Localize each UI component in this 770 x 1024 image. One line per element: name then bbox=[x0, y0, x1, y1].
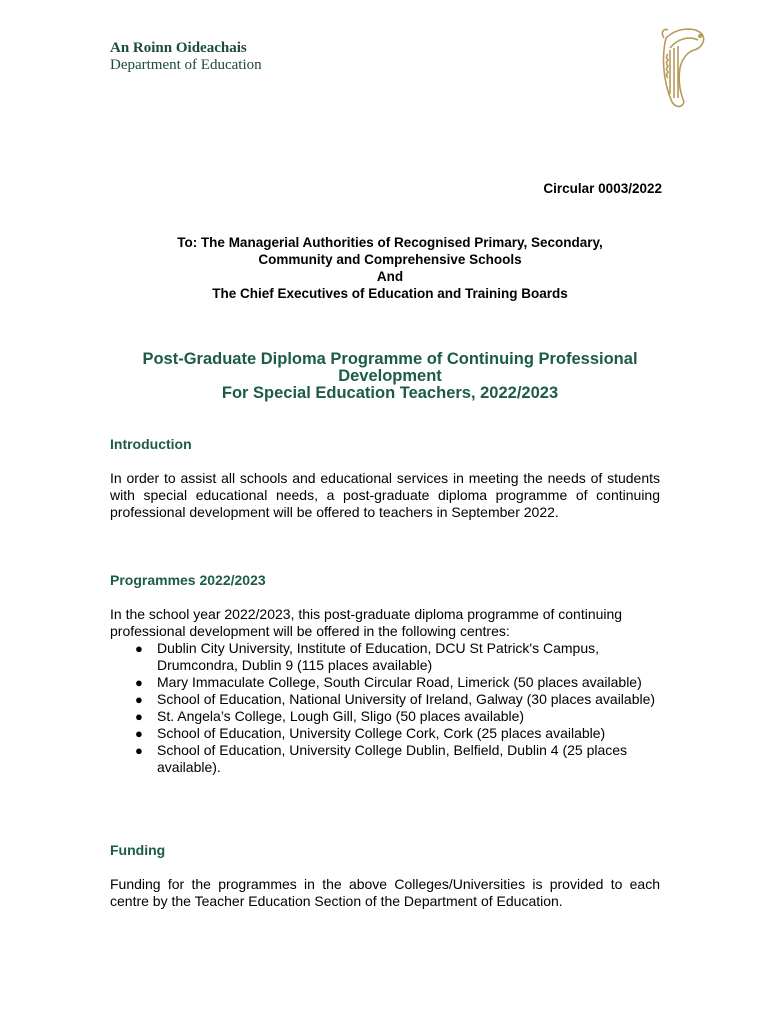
centre-text: School of Education, University College Dublin, Belfield, Dublin 4 (25 places available). bbox=[157, 742, 628, 775]
centre-text: Mary Immaculate College, South Circular Road, Limerick (50 places available) bbox=[157, 674, 642, 690]
department-logo-text bbox=[110, 40, 262, 74]
funding-heading: Funding bbox=[110, 842, 166, 858]
list-item bbox=[135, 674, 670, 691]
addressee-line: And bbox=[376, 269, 404, 284]
introduction-text: In order to assist all schools and educational services in meeting the needs of students with special educational needs, a post-graduate diploma programme of continuing professional development will be offered to teachers in September 2022. bbox=[110, 470, 660, 520]
harp-emblem-icon bbox=[656, 24, 708, 110]
centre-text: School of Education, University College Cork, Cork (25 places available) bbox=[157, 725, 606, 741]
circular-number: Circular 0003/2022 bbox=[543, 181, 662, 196]
list-item bbox=[135, 691, 670, 708]
addressee-line: To: The Managerial Authorities of Recognised Primary, Secondary, bbox=[177, 235, 603, 250]
introduction-heading: Introduction bbox=[110, 436, 192, 452]
title-line: For Special Education Teachers, 2022/2023 bbox=[221, 384, 559, 402]
centre-text: Dublin City University, Institute of Education, DCU St Patrick's Campus, Drumcondra, Dublin 9 (115 places available) bbox=[157, 640, 600, 673]
bullet-icon: ● bbox=[135, 726, 143, 741]
bullet-icon: ● bbox=[135, 675, 143, 690]
funding-text: Funding for the programmes in the above Colleges/Universities is provided to each centre by the Teacher Education Section of the Department of Education. bbox=[110, 876, 660, 909]
programmes-text: In the school year 2022/2023, this post-graduate diploma programme of continuing professional development will be offered in the following centres: bbox=[110, 606, 623, 639]
document-title bbox=[110, 351, 670, 402]
centre-text: St. Angela’s College, Lough Gill, Sligo (50 places available) bbox=[157, 708, 525, 724]
addressees bbox=[110, 234, 670, 302]
centres-list bbox=[110, 640, 670, 776]
list-item bbox=[135, 640, 670, 674]
addressee-line: Community and Comprehensive Schools bbox=[258, 252, 522, 267]
bullet-icon: ● bbox=[135, 641, 143, 656]
bullet-icon: ● bbox=[135, 743, 143, 758]
centre-text: School of Education, National University of Ireland, Galway (30 places available) bbox=[157, 691, 656, 707]
bullet-icon: ● bbox=[135, 692, 143, 707]
org-name-english: Department of Education bbox=[110, 57, 262, 73]
programmes-heading: Programmes 2022/2023 bbox=[110, 572, 266, 588]
list-item bbox=[135, 708, 670, 725]
org-name-irish: An Roinn Oideachais bbox=[110, 40, 247, 56]
bullet-icon: ● bbox=[135, 709, 143, 724]
list-item bbox=[135, 742, 670, 776]
title-line: Development bbox=[338, 367, 442, 385]
list-item bbox=[135, 725, 670, 742]
addressee-line: The Chief Executives of Education and Training Boards bbox=[212, 286, 568, 301]
title-line: Post-Graduate Diploma Programme of Continuing Professional bbox=[142, 350, 638, 368]
